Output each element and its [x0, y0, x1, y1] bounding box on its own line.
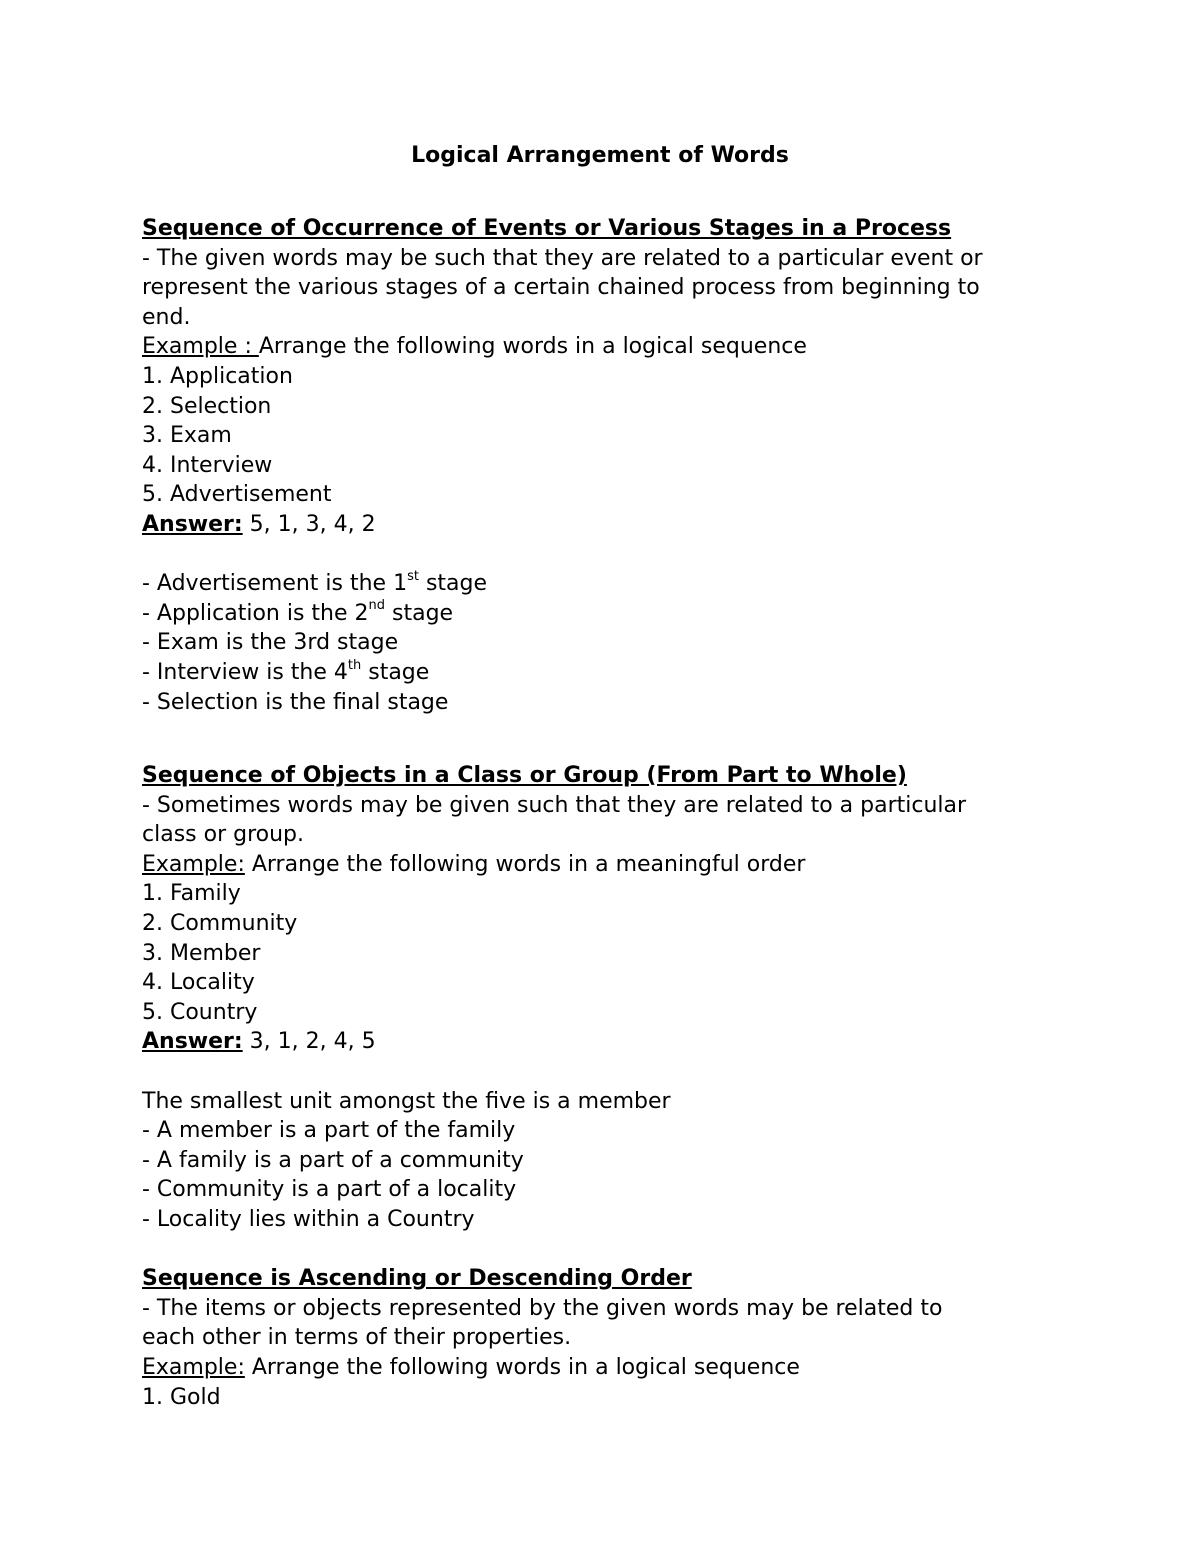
example-line — [142, 1353, 1062, 1383]
paragraph-line: - The given words may be such that they are related to a particular event or — [142, 245, 983, 271]
answer-label: Answer: — [142, 511, 243, 537]
example-text: Arrange the following words in a meaningful order — [244, 851, 806, 877]
explanation-text: stage — [418, 571, 488, 597]
paragraph-line: class or group. — [142, 822, 304, 848]
explanation-line — [142, 569, 1062, 599]
example-label: Example: — [142, 851, 245, 877]
explanation-text: - Advertisement is the 1 — [142, 571, 408, 597]
section-heading: Sequence is Ascending or Descending Order — [142, 1266, 692, 1292]
answer-line — [142, 510, 1062, 540]
answer-value: 5, 1, 3, 4, 2 — [242, 511, 376, 537]
explanation-line — [142, 599, 1062, 629]
list-item: 5. Country — [142, 999, 258, 1025]
answer-value: 3, 1, 2, 4, 5 — [242, 1029, 376, 1055]
paragraph-line: end. — [142, 304, 191, 330]
paragraph-line: represent the various stages of a certain chained process from beginning to — [142, 275, 980, 301]
list-item: 1. Application — [142, 363, 293, 389]
example-label: Example: — [142, 1354, 245, 1380]
document-title: Logical Arrangement of Words — [411, 143, 789, 168]
explanation-line: - Selection is the final stage — [142, 689, 449, 715]
section-heading: Sequence of Objects in a Class or Group (From Part to Whole) — [142, 763, 907, 789]
example-line — [142, 332, 1062, 362]
list-item: 1. Gold — [142, 1384, 221, 1410]
example-text: Arrange the following words in a logical sequence — [258, 334, 807, 360]
explanation-line: - Exam is the 3rd stage — [142, 630, 399, 656]
list-item: 2. Community — [142, 911, 298, 937]
explanation-text: stage — [361, 659, 430, 685]
explanation-text: - Application is the 2 — [142, 600, 369, 626]
document-page — [142, 140, 1062, 1412]
list-item: 3. Exam — [142, 423, 232, 449]
explanation-line — [142, 658, 1062, 688]
explanation-line: - Community is a part of a locality — [142, 1177, 517, 1203]
answer-label: Answer: — [142, 1029, 243, 1055]
section-heading: Sequence of Occurrence of Events or Various Stages in a Process — [142, 216, 952, 241]
explanation-text: - Interview is the 4 — [142, 659, 348, 685]
example-label: Example : — [142, 334, 259, 360]
paragraph-line: - The items or objects represented by the given words may be related to — [142, 1295, 943, 1321]
explanation-text: stage — [385, 600, 454, 626]
ordinal-suffix: th — [347, 657, 362, 673]
list-item: 1. Family — [142, 881, 241, 907]
explanation-line: - A member is a part of the family — [142, 1118, 516, 1144]
answer-line — [142, 1027, 1062, 1057]
list-item: 3. Member — [142, 940, 261, 966]
paragraph-line: each other in terms of their properties. — [142, 1325, 572, 1351]
list-item: 4. Locality — [142, 970, 255, 996]
ordinal-suffix: nd — [368, 598, 386, 614]
list-item: 2. Selection — [142, 393, 272, 419]
explanation-line: - Locality lies within a Country — [142, 1207, 475, 1232]
explanation-line: - A family is a part of a community — [142, 1147, 524, 1173]
example-text: Arrange the following words in a logical sequence — [244, 1354, 800, 1380]
list-item: 5. Advertisement — [142, 482, 332, 508]
explanation-line: The smallest unit amongst the five is a member — [142, 1088, 671, 1114]
paragraph-line: - Sometimes words may be given such that they are related to a particular — [142, 792, 967, 818]
ordinal-suffix: st — [407, 568, 419, 584]
example-line — [142, 850, 1062, 880]
list-item: 4. Interview — [142, 452, 273, 478]
